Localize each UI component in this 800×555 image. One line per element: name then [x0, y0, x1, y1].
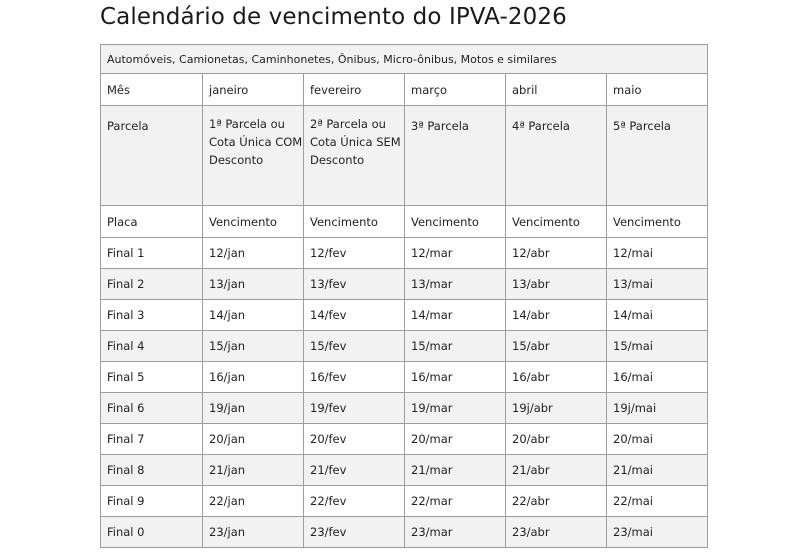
due-date-cell: 13/fev [304, 269, 405, 300]
month-header-row [101, 74, 708, 106]
table-row [101, 269, 708, 300]
due-date-cell: 16/mai [607, 362, 708, 393]
due-date-cell: 19/jan [203, 393, 304, 424]
month-cell: maio [607, 74, 708, 106]
table-row [101, 486, 708, 517]
due-date-cell: 12/fev [304, 238, 405, 269]
installment-cell: 3ª Parcela [405, 106, 506, 206]
due-date-cell: 23/mai [607, 517, 708, 548]
due-date-header-cell: Vencimento [304, 206, 405, 238]
plate-header-row [101, 206, 708, 238]
due-date-header-cell: Vencimento [607, 206, 708, 238]
due-date-header-cell: Vencimento [405, 206, 506, 238]
due-date-cell: 23/jan [203, 517, 304, 548]
month-label-cell: Mês [101, 74, 203, 106]
due-date-cell: 15/mai [607, 331, 708, 362]
due-date-cell: 21/abr [506, 455, 607, 486]
due-date-cell: 19j/abr [506, 393, 607, 424]
installment-cell: 5ª Parcela [607, 106, 708, 206]
month-cell: janeiro [203, 74, 304, 106]
table-row [101, 300, 708, 331]
due-date-cell: 15/abr [506, 331, 607, 362]
plate-label-cell: Placa [101, 206, 203, 238]
due-date-cell: 20/abr [506, 424, 607, 455]
installment-label-cell: Parcela [101, 106, 203, 206]
due-date-cell: 14/jan [203, 300, 304, 331]
due-date-cell: 14/mai [607, 300, 708, 331]
due-date-cell: 23/fev [304, 517, 405, 548]
due-date-cell: 20/fev [304, 424, 405, 455]
plate-final-cell: Final 5 [101, 362, 203, 393]
installment-header-row [101, 106, 708, 206]
due-date-cell: 22/fev [304, 486, 405, 517]
due-date-cell: 16/mar [405, 362, 506, 393]
due-date-cell: 16/jan [203, 362, 304, 393]
installment-cell: 4ª Parcela [506, 106, 607, 206]
due-date-cell: 14/abr [506, 300, 607, 331]
plate-final-cell: Final 4 [101, 331, 203, 362]
plate-final-cell: Final 2 [101, 269, 203, 300]
due-date-cell: 14/fev [304, 300, 405, 331]
due-date-cell: 12/jan [203, 238, 304, 269]
due-date-cell: 14/mar [405, 300, 506, 331]
due-date-cell: 15/fev [304, 331, 405, 362]
month-cell: fevereiro [304, 74, 405, 106]
due-date-cell: 12/mai [607, 238, 708, 269]
due-date-cell: 22/abr [506, 486, 607, 517]
due-date-cell: 13/abr [506, 269, 607, 300]
due-date-cell: 23/abr [506, 517, 607, 548]
plate-final-cell: Final 3 [101, 300, 203, 331]
due-date-cell: 21/mar [405, 455, 506, 486]
table-row [101, 331, 708, 362]
table-row [101, 455, 708, 486]
due-date-cell: 15/mar [405, 331, 506, 362]
due-date-cell: 13/jan [203, 269, 304, 300]
due-date-cell: 13/mai [607, 269, 708, 300]
due-date-cell: 22/mar [405, 486, 506, 517]
due-date-cell: 19j/mai [607, 393, 708, 424]
plate-final-cell: Final 1 [101, 238, 203, 269]
table-row [101, 517, 708, 548]
due-date-cell: 12/mar [405, 238, 506, 269]
due-date-cell: 13/mar [405, 269, 506, 300]
due-date-cell: 21/jan [203, 455, 304, 486]
plate-final-cell: Final 7 [101, 424, 203, 455]
plate-final-cell: Final 8 [101, 455, 203, 486]
due-date-cell: 20/mai [607, 424, 708, 455]
due-date-cell: 22/mai [607, 486, 708, 517]
due-date-cell: 12/abr [506, 238, 607, 269]
due-date-header-cell: Vencimento [203, 206, 304, 238]
due-date-cell: 23/mar [405, 517, 506, 548]
table-row [101, 393, 708, 424]
installment-cell: 2ª Parcela ou Cota Única SEM Desconto [304, 106, 405, 206]
ipva-calendar-table [100, 44, 708, 548]
plate-final-cell: Final 6 [101, 393, 203, 424]
due-date-cell: 21/mai [607, 455, 708, 486]
due-date-cell: 21/fev [304, 455, 405, 486]
vehicle-category-banner: Automóveis, Camionetas, Caminhonetes, Ônibus, Micro-ônibus, Motos e similares [101, 45, 708, 74]
vehicle-category-row [101, 45, 708, 74]
due-date-cell: 20/jan [203, 424, 304, 455]
table-row [101, 424, 708, 455]
month-cell: abril [506, 74, 607, 106]
installment-cell: 1ª Parcela ou Cota Única COM Desconto [203, 106, 304, 206]
due-date-cell: 19/mar [405, 393, 506, 424]
due-date-cell: 19/fev [304, 393, 405, 424]
page-title: Calendário de vencimento do IPVA-2026 [100, 4, 567, 30]
due-date-cell: 16/fev [304, 362, 405, 393]
due-date-cell: 16/abr [506, 362, 607, 393]
table-row [101, 362, 708, 393]
month-cell: março [405, 74, 506, 106]
table-row [101, 238, 708, 269]
plate-final-cell: Final 0 [101, 517, 203, 548]
due-date-header-cell: Vencimento [506, 206, 607, 238]
due-date-cell: 20/mar [405, 424, 506, 455]
due-date-cell: 15/jan [203, 331, 304, 362]
plate-final-cell: Final 9 [101, 486, 203, 517]
due-date-cell: 22/jan [203, 486, 304, 517]
